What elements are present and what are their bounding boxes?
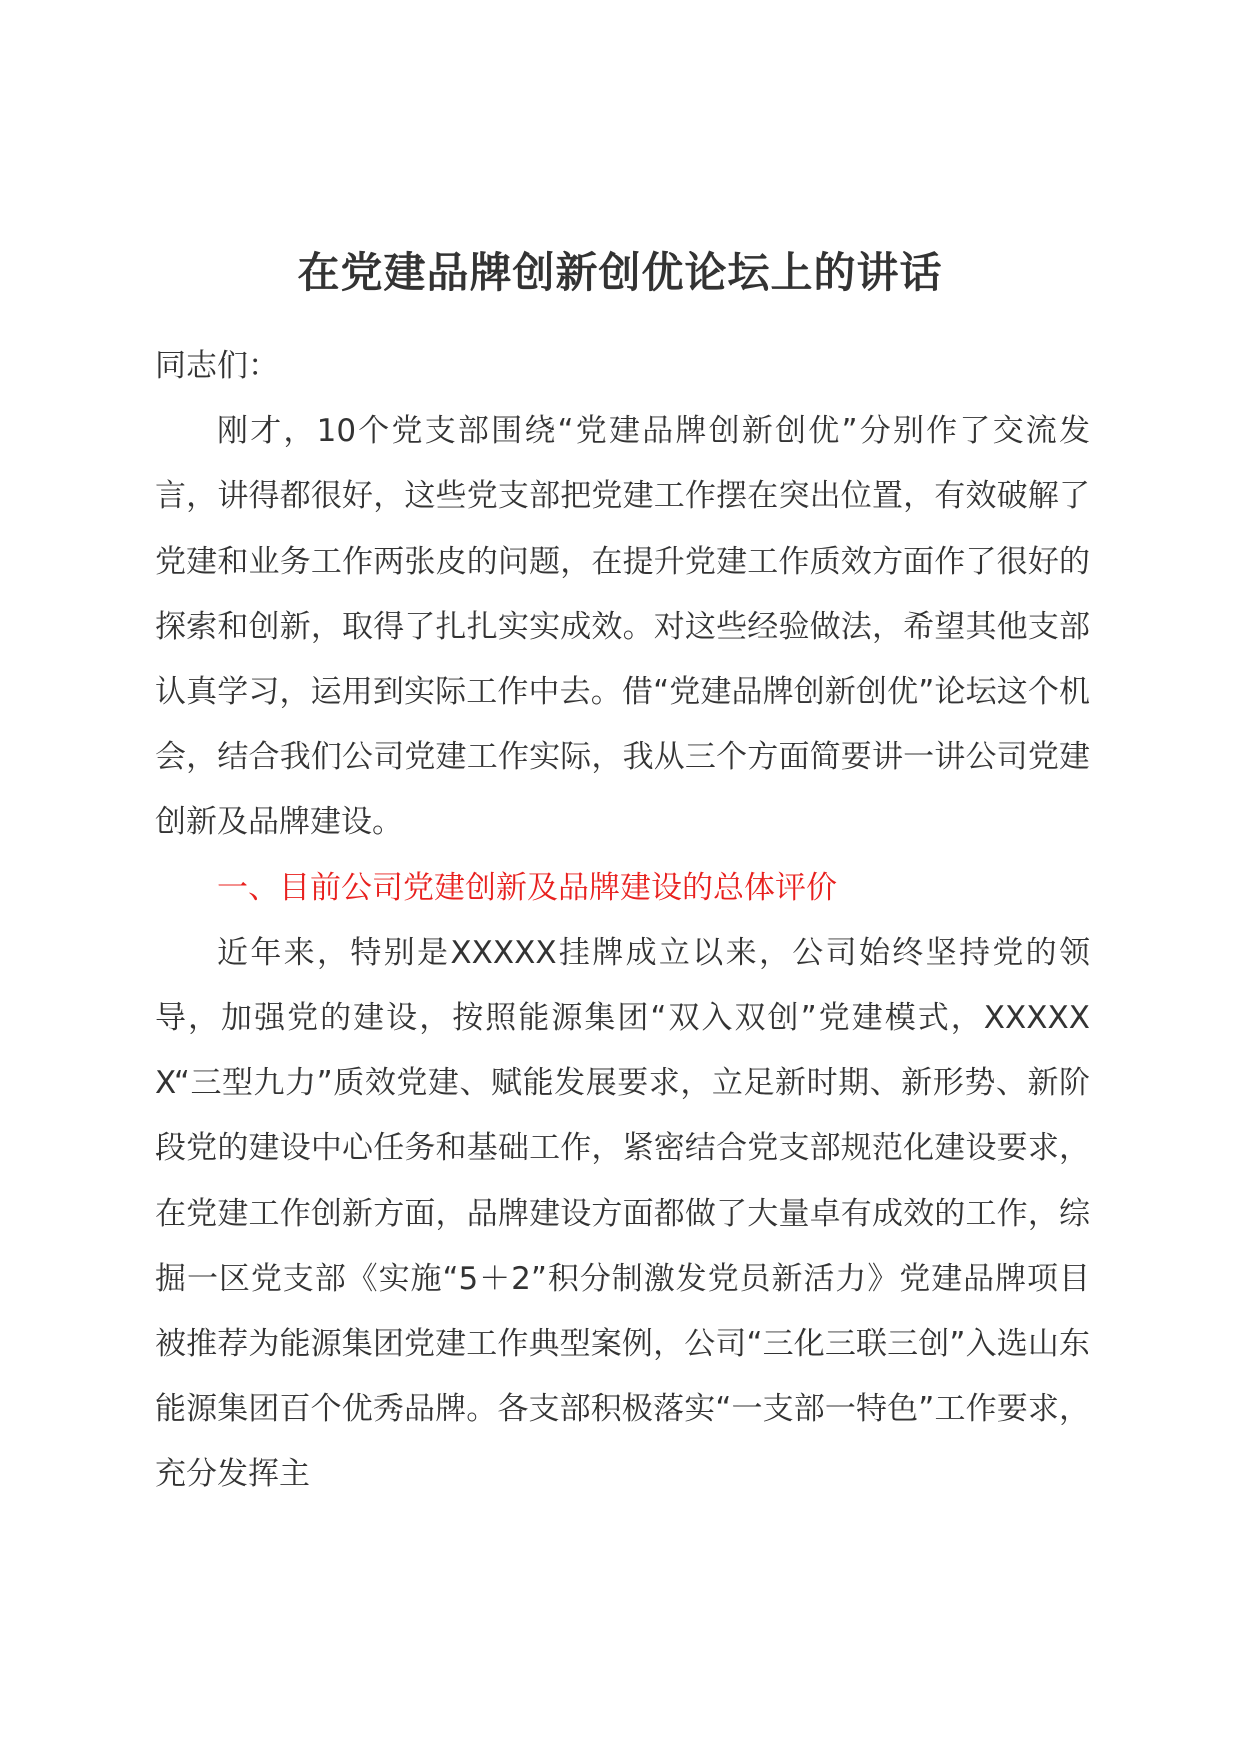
section-heading: 一、目前公司党建创新及品牌建设的总体评价 xyxy=(217,869,837,906)
paragraph-evaluation: 近年来，特别是XXXXX挂牌成立以来，公司始终坚持党的领导，加强党的建设，按照能源集团“双入双创”党建模式，XXXXXX“三型九力”质效党建、赋能发展要求，立足新时期、新形势、新阶段党的建设中心任务和基础工作，紧密结合党支部规范化建设要求，在党建工作创新方面，品牌建设方面都做了大量卓有成效的工作，综掘一区党支部《实施“5＋2”积分制激发党员新活力》党建品牌项目被推荐为能源集团党建工作典型案例，公司“三化三联三创”入选山东能源集团百个优秀品牌。各支部积极落实“一支部一特色”工作要求，充分发挥主 xyxy=(155,934,1090,1493)
salutation: 同志们： xyxy=(155,348,279,384)
document-body xyxy=(155,334,1090,1508)
paragraph-intro: 刚才，10个党支部围绕“党建品牌创新创优”分别作了交流发言，讲得都很好，这些党支部把党建工作摆在突出位置，有效破解了党建和业务工作两张皮的问题，在提升党建工作质效方面作了很好的探索和创新，取得了扎扎实实成效。对这些经验做法，希望其他支部认真学习，运用到实际工作中去。借“党建品牌创新创优”论坛这个机会，结合我们公司党建工作实际，我从三个方面简要讲一讲公司党建创新及品牌建设。 xyxy=(155,413,1090,841)
document-title: 在党建品牌创新创优论坛上的讲话 xyxy=(297,248,943,297)
